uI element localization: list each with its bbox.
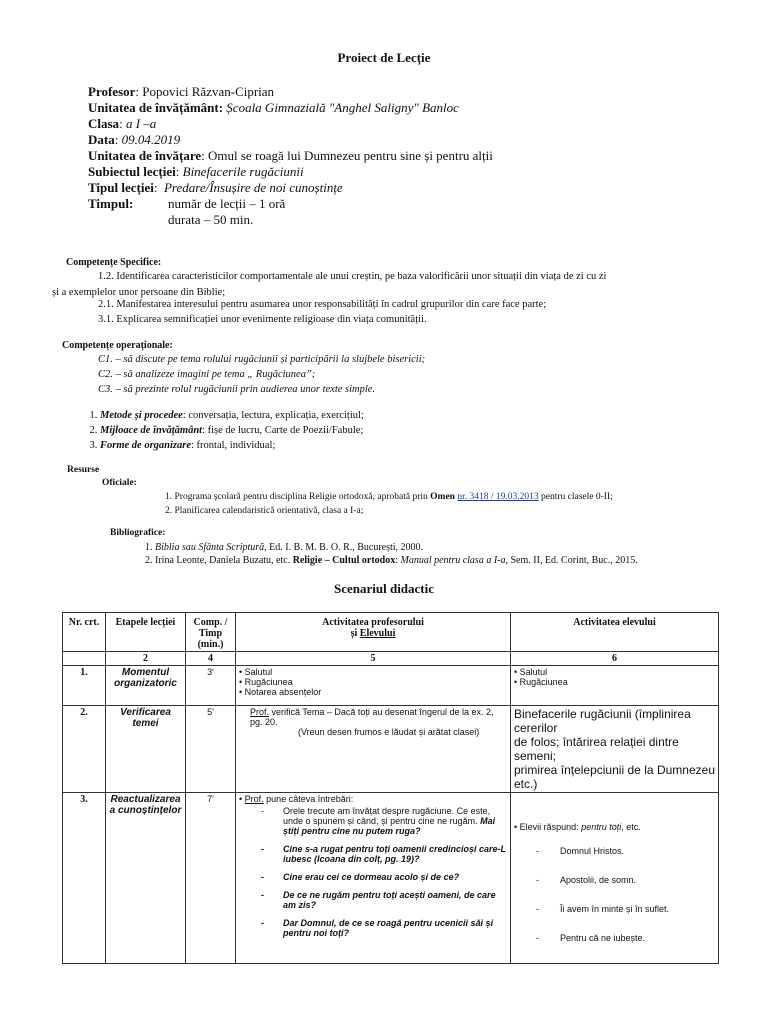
answer-item: - Apostolii, de somn. (514, 875, 715, 885)
timp-value-2: durata – 50 min. (168, 212, 254, 227)
answer-item: - Pentru că ne iubește. (514, 933, 715, 943)
unitate-value: Școala Gimnazială "Anghel Saligny" Banloc (226, 100, 459, 115)
oficiale-heading: Oficiale: (102, 478, 137, 488)
comp-specifice-item: 3.1. Explicarea semnificației unor evenimente religioase din viața comunității. (98, 314, 427, 325)
question-item: - Orele trecute am învățat despre rugăciune. Ce este, unde o spunem și când, și pentru cine ne rugăm. Mai știți pentru cine nu putem ruga? (261, 806, 507, 836)
tip-label: Tipul lecției (88, 180, 154, 195)
row-number: 1. (63, 666, 106, 706)
col-number: 4 (186, 652, 236, 666)
timp-label: Timpul: (88, 196, 134, 211)
row-prof: • Prof. pune câteva întrebări: - Orele trecute am învățat despre rugăciune. Ce este, unde o spunem și când, și pentru cine ne rugăm. Mai știți pentru cine nu putem ruga? - Cine s-a rugat pentru toți oamenii credincioși care-L iubesc (Icoana din colț, pg. 19)? - Cine erau cei ce dormeau acolo și de ce? - De ce ne rugăm pentru toți acești oameni, de care am zis? - Dar Domnul, de ce se roagă pentru ucenicii săi și pentru noi toți? (236, 793, 511, 964)
row-etapa: Verificarea temei (106, 706, 186, 793)
row-timp: 7' (186, 793, 236, 964)
clasa-label: Clasa (88, 116, 120, 131)
metode-list (70, 408, 364, 453)
document-title: Proiect de Lecție (337, 50, 431, 65)
comp-operationale-item: C2. – să analizeze imagini pe tema „ Rugăciunea”; (98, 369, 316, 380)
question-item: - Dar Domnul, de ce se roagă pentru ucenicii săi și pentru noi toți? (261, 918, 507, 938)
col-number: 5 (236, 652, 511, 666)
row-timp: 5' (186, 706, 236, 793)
mijloace-item: 2. Mijloace de învățământ: fișe de lucru, Carte de Poezii/Fabule; (100, 423, 364, 438)
row-number: 2. (63, 706, 106, 793)
timp-value-1: număr de lecții – 1 oră (168, 196, 286, 211)
tip-value: Predare/Însușire de noi cunoștințe (163, 180, 343, 195)
scenariu-table (62, 612, 719, 964)
profesor-label: Profesor (88, 84, 136, 99)
header-comp: Comp. / Timp (min.) (186, 613, 236, 652)
answer-item: - Domnul Hristos. (514, 846, 715, 856)
comp-operationale-item: C1. – să discute pe tema rolului rugăciunii și participării la slujbele bisericii; (98, 354, 426, 365)
table-row (63, 793, 719, 964)
comp-specifice-item: și a exemplelor unor persoane din Biblie; (52, 287, 226, 298)
oficiale-item-2: 2. Planificarea calendaristică orientativă, clasa a I-a; (165, 506, 364, 516)
data-value: 09.04.2019 (121, 132, 181, 147)
comp-operationale-item: C3. – să prezinte rolul rugăciunii prin audierea unor texte simple. (98, 384, 376, 395)
header-prof: Activitatea profesorului și Elevului (236, 613, 511, 652)
col-number: 2 (106, 652, 186, 666)
resurse-heading: Resurse (67, 465, 100, 475)
table-row (63, 706, 719, 793)
question-item: - Cine erau cei ce dormeau acolo și de ce? (261, 872, 507, 882)
forme-item: 3. Forme de organizare: frontal, individual; (100, 438, 364, 453)
metode-item: 1. Metode și procedee: conversația, lectura, explicația, exercițiul; (100, 408, 364, 423)
unitate-invatare-value: Omul se roagă lui Dumnezeu pentru sine și pentru alții (208, 148, 493, 163)
header-nr: Nr. crt. (63, 613, 106, 652)
data-label: Data (88, 132, 115, 147)
oficiale-item-1: 1. Programa școlară pentru disciplina Religie ortodoxă, aprobată prin Omen nr. 3418 / 19.03.2013 pentru clasele 0-II; (165, 492, 613, 502)
biblio-item-2: 2. Irina Leonte, Daniela Buzatu, etc. Religie – Cultul ortodox: Manual pentru clasa a I-a, Sem. II, Ed. Corint, Buc., 2015. (145, 555, 638, 566)
row-etapa: Momentul organizatoric (106, 666, 186, 706)
row-number: 3. (63, 793, 106, 964)
comp-specifice-heading: Competențe Specifice: (66, 257, 162, 268)
row-elev: Binefacerile rugăciunii (împlinirea cererilor de folos; întărirea relației dintre semeni; primirea înțelepciunii de la Dumnezeu etc.) (511, 706, 719, 793)
comp-operationale-heading: Competențe operaționale: (62, 340, 173, 351)
table-row (63, 666, 719, 706)
profesor-value: Popovici Răzvan-Ciprian (142, 84, 275, 99)
question-item: - De ce ne rugăm pentru toți acești oameni, de care am zis? (261, 890, 507, 910)
col-number: 6 (511, 652, 719, 666)
row-timp: 3' (186, 666, 236, 706)
bibliografice-heading: Bibliografice: (110, 528, 166, 538)
answer-item: - Îi avem în minte și în suflet. (514, 904, 715, 914)
table-header-row (63, 613, 719, 652)
row-elev: • Elevii răspund: pentru toți, etc. - Domnul Hristos. - Apostolii, de somn. - Îi avem în minte și în suflet. - Pentru că ne iubește. (511, 793, 719, 964)
subiect-value: Binefacerile rugăciunii (182, 164, 304, 179)
clasa-value: a I –a (125, 116, 157, 131)
ordin-link[interactable]: nr. 3418 / 19.03.2013 (457, 492, 539, 502)
unitate-label: Unitatea de învățământ: (88, 100, 224, 115)
comp-specifice-item: 1.2. Identificarea caracteristicilor comportamentale ale unui creștin, pe baza valorificării unor situații din viața de zi cu zi (98, 271, 607, 282)
row-etapa: Reactualizarea a cunoștințelor (106, 793, 186, 964)
question-item: - Cine s-a rugat pentru toți oamenii credincioși care-L iubesc (Icoana din colț, pg. 19)? (261, 844, 507, 864)
row-elev: • Salutul • Rugăciunea (511, 666, 719, 706)
lesson-info: Profesor: Popovici Răzvan-Ciprian Unitatea de învățământ: Școala Gimnazială "Anghel Saligny" Banloc Clasa: a I –a Data: 09.04.2019 Unitatea de învățare: Omul se roagă lui Dumnezeu pentru sine și pentru alții Subiectul lecției: Binefacerile rugăciunii Tipul lecției: Predare/Însușire de noi cunoștințe Timpul: număr de lecții – 1 oră durata – 50 min. (88, 84, 493, 227)
scenariu-title: Scenariul didactic (333, 581, 435, 596)
unitate-invatare-label: Unitatea de învățare (88, 148, 202, 163)
row-prof: Prof. verifică Tema – Dacă toți au desenat îngerul de la ex. 2, pg. 20. (Vreun desen frumos e lăudat și arătat clasei) (236, 706, 511, 793)
biblio-item-1: 1. Biblia sau Sfânta Scriptură, Ed. I. B. M. B. O. R., București, 2000. (145, 542, 424, 553)
subiect-label: Subiectul lecției (88, 164, 176, 179)
row-prof: • Salutul • Rugăciunea • Notarea absențelor (236, 666, 511, 706)
table-col-numbers-row (63, 652, 719, 666)
comp-specifice-item: 2.1. Manifestarea interesului pentru asumarea unor responsabilități în cadrul grupurilor din care face parte; (98, 299, 547, 310)
header-elev: Activitatea elevului (511, 613, 719, 652)
header-etape: Etapele lecției (106, 613, 186, 652)
